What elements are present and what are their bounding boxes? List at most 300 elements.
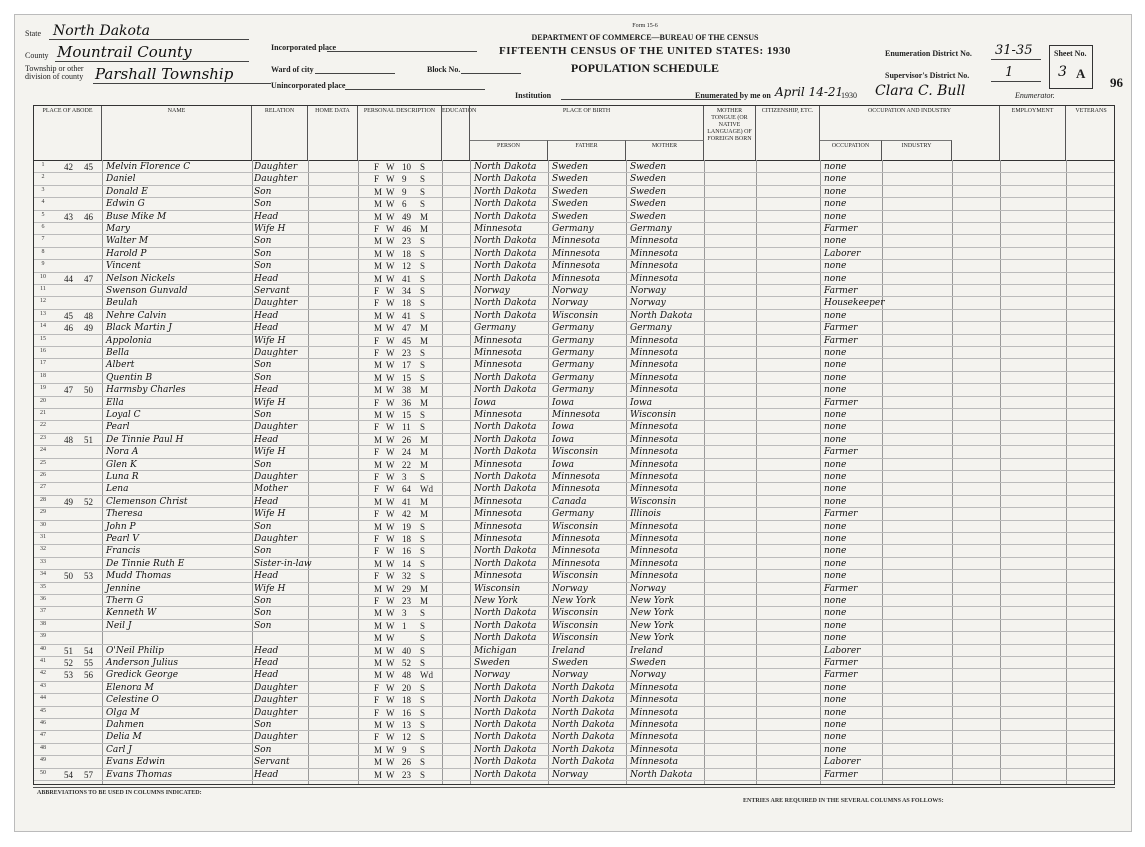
- row-n: 14: [40, 323, 46, 330]
- row-fb: Minnesota: [552, 273, 601, 284]
- row-bp: North Dakota: [474, 186, 537, 197]
- row-sex: F: [374, 298, 380, 309]
- table-row: [34, 260, 1114, 272]
- row-occ: none: [824, 162, 847, 172]
- row-occ: none: [824, 521, 847, 532]
- row-mb: Minnesota: [630, 273, 679, 284]
- row-mb: Minnesota: [630, 472, 679, 482]
- row-bp: North Dakota: [474, 273, 537, 284]
- row-occ: none: [824, 211, 847, 222]
- row-bp: North Dakota: [474, 211, 537, 222]
- row-n: 13: [40, 310, 46, 317]
- row-sex: F: [374, 596, 380, 606]
- row-sex: F: [374, 447, 380, 458]
- row-race: W: [386, 583, 395, 594]
- row-bp: Minnesota: [474, 224, 523, 234]
- row-n: 28: [40, 496, 46, 503]
- row-n: 25: [40, 459, 46, 466]
- row-fb: Norway: [552, 670, 588, 681]
- row-rel: Daughter: [254, 732, 298, 743]
- row-race: W: [386, 571, 395, 582]
- row-bp: Minnesota: [474, 459, 523, 470]
- row-ms: S: [420, 174, 426, 185]
- row-mb: Minnesota: [630, 558, 679, 569]
- row-sex: M: [374, 273, 383, 284]
- col-mother-tongue: MOTHER TONGUE (OR NATIVE LANGUAGE) OF FOREIGN BORN: [704, 106, 756, 160]
- row-occ: none: [824, 385, 847, 396]
- enumerated-label: Enumerated by me on: [695, 91, 771, 100]
- row-bp: North Dakota: [474, 174, 537, 185]
- county-value: Mountrail County: [57, 43, 192, 61]
- row-name: Edwin G: [106, 199, 145, 210]
- row-age: 15: [402, 372, 411, 383]
- row-occ: none: [824, 273, 847, 284]
- table-row: [34, 682, 1114, 694]
- row-occ: none: [824, 571, 847, 582]
- col-employment: EMPLOYMENT: [1000, 106, 1066, 160]
- row-age: 6: [402, 199, 407, 210]
- row-age: 52: [402, 658, 411, 668]
- row-name: Pearl: [106, 422, 130, 433]
- row-ms: S: [420, 720, 426, 730]
- row-race: W: [386, 224, 395, 234]
- row-sex: M: [374, 410, 383, 420]
- row-n: 1: [41, 162, 45, 168]
- row-age: 3: [402, 608, 407, 619]
- row-n: 12: [40, 298, 46, 305]
- table-row: [34, 533, 1114, 545]
- row-mb: Wisconsin: [630, 410, 677, 420]
- table-row: [34, 595, 1114, 607]
- row-race: W: [386, 447, 395, 458]
- row-dw: 45: [64, 310, 73, 321]
- row-bp: North Dakota: [474, 372, 537, 383]
- row-rel: Son: [254, 261, 272, 272]
- row-race: W: [386, 509, 395, 520]
- row-sex: F: [374, 509, 380, 520]
- row-race: W: [386, 286, 395, 296]
- row-name: Nelson Nickels: [106, 273, 175, 284]
- population-table: [33, 105, 1115, 785]
- row-ms: S: [420, 707, 426, 718]
- row-rel: Son: [254, 199, 272, 210]
- row-n: 21: [40, 410, 46, 416]
- table-row: [34, 558, 1114, 570]
- table-row: [34, 359, 1114, 371]
- township-value: Parshall Township: [95, 65, 234, 83]
- col-personal: PERSONAL DESCRIPTION: [358, 106, 442, 160]
- row-rel: Daughter: [254, 682, 298, 693]
- row-name: Theresa: [106, 509, 143, 520]
- row-age: 23: [402, 236, 411, 247]
- row-fam: 50: [84, 385, 93, 396]
- row-sex: M: [374, 658, 383, 668]
- row-n: 20: [40, 397, 46, 404]
- row-n: 49: [40, 757, 46, 764]
- county-label: County: [25, 51, 49, 60]
- row-n: 8: [41, 248, 45, 255]
- row-race: W: [386, 769, 395, 780]
- row-rel: Daughter: [254, 707, 298, 718]
- row-bp: North Dakota: [474, 608, 537, 619]
- row-occ: Farmer: [824, 397, 858, 408]
- table-row: [34, 384, 1114, 396]
- col-industry: INDUSTRY: [882, 140, 952, 160]
- row-occ: Farmer: [824, 224, 858, 234]
- row-age: 16: [402, 546, 411, 557]
- row-mb: Sweden: [630, 186, 667, 197]
- row-n: 3: [41, 186, 45, 193]
- row-race: W: [386, 695, 395, 706]
- row-bp: North Dakota: [474, 472, 537, 482]
- row-fb: Germany: [552, 372, 594, 383]
- row-mb: Minnesota: [630, 335, 679, 346]
- row-name: Evans Thomas: [106, 769, 173, 780]
- row-dw: 43: [64, 211, 73, 222]
- row-fb: Germany: [552, 335, 594, 346]
- row-fb: Minnesota: [552, 236, 601, 247]
- table-row: [34, 459, 1114, 471]
- col-birthplace: PLACE OF BIRTH: [470, 106, 704, 160]
- row-mb: Minnesota: [630, 534, 679, 544]
- row-sex: F: [374, 472, 380, 482]
- row-dw: 52: [64, 658, 73, 668]
- dept-heading: DEPARTMENT OF COMMERCE—BUREAU OF THE CENSUS: [531, 33, 759, 42]
- row-age: 23: [402, 596, 411, 606]
- row-fb: Minnesota: [552, 410, 601, 420]
- row-rel: Servant: [254, 286, 290, 296]
- row-name: O'Neil Philip: [106, 645, 164, 656]
- row-n: 18: [40, 372, 46, 379]
- row-sex: M: [374, 620, 383, 631]
- supervisor-value: 1: [1005, 65, 1014, 80]
- row-age: 14: [402, 558, 411, 569]
- row-rel: Head: [254, 385, 279, 396]
- row-race: W: [386, 397, 395, 408]
- row-fb: Minnesota: [552, 472, 601, 482]
- row-fb: Sweden: [552, 174, 589, 185]
- row-occ: none: [824, 261, 847, 272]
- row-age: 13: [402, 720, 411, 730]
- row-rel: Son: [254, 410, 272, 420]
- table-row: [34, 434, 1114, 446]
- row-n: 17: [40, 360, 46, 367]
- row-age: 41: [402, 496, 411, 507]
- col-person: PERSON: [470, 140, 548, 160]
- row-name: Vincent: [106, 261, 141, 272]
- row-bp: North Dakota: [474, 732, 537, 743]
- footer-notes: [33, 787, 1115, 827]
- row-bp: North Dakota: [474, 720, 537, 730]
- row-rel: Son: [254, 744, 272, 755]
- row-occ: none: [824, 633, 847, 644]
- row-rel: Son: [254, 186, 272, 197]
- row-n: 16: [40, 348, 46, 354]
- row-sex: M: [374, 310, 383, 321]
- row-mb: North Dakota: [630, 769, 693, 780]
- row-n: 9: [41, 261, 45, 268]
- row-ms: M: [420, 323, 429, 334]
- table-row: [34, 521, 1114, 533]
- table-row: [34, 483, 1114, 495]
- col-citizenship: CITIZENSHIP, ETC.: [756, 106, 820, 160]
- row-ms: S: [420, 608, 426, 619]
- row-age: 9: [402, 174, 407, 185]
- col-relation: RELATION: [252, 106, 308, 160]
- row-occ: none: [824, 360, 847, 371]
- row-mb: Sweden: [630, 199, 667, 210]
- row-occ: none: [824, 720, 847, 730]
- row-race: W: [386, 596, 395, 606]
- row-mb: Sweden: [630, 658, 667, 668]
- row-name: Delia M: [106, 732, 142, 743]
- row-mb: Minnesota: [630, 360, 679, 371]
- row-bp: Minnesota: [474, 348, 523, 358]
- table-row: [34, 322, 1114, 334]
- row-mb: Minnesota: [630, 682, 679, 693]
- row-occ: none: [824, 459, 847, 470]
- row-ms: M: [420, 447, 429, 458]
- row-rel: Son: [254, 620, 272, 631]
- row-rel: Son: [254, 596, 272, 606]
- table-row: [34, 223, 1114, 235]
- row-mb: Minnesota: [630, 695, 679, 706]
- table-row: [34, 409, 1114, 421]
- row-bp: Sweden: [474, 658, 511, 668]
- row-rel: Son: [254, 521, 272, 532]
- row-bp: North Dakota: [474, 236, 537, 247]
- row-rel: Daughter: [254, 534, 298, 544]
- table-row: [34, 694, 1114, 706]
- row-rel: Son: [254, 608, 272, 619]
- row-name: Harmsby Charles: [106, 385, 186, 396]
- row-rel: Son: [254, 546, 272, 557]
- row-ms: M: [420, 397, 429, 408]
- row-race: W: [386, 546, 395, 557]
- incorporated-label: Incorporated place: [271, 43, 337, 52]
- row-fb: Canada: [552, 496, 587, 507]
- row-fb: Sweden: [552, 658, 589, 668]
- ward-label: Ward of city: [271, 65, 314, 74]
- row-age: 19: [402, 521, 411, 532]
- row-name: Gredick George: [106, 670, 179, 681]
- row-name: Nora A: [106, 447, 139, 458]
- row-fam: 48: [84, 310, 93, 321]
- row-sex: M: [374, 236, 383, 247]
- row-dw: 50: [64, 571, 73, 582]
- row-occ: none: [824, 310, 847, 321]
- row-rel: Head: [254, 273, 279, 284]
- row-fam: 46: [84, 211, 93, 222]
- row-rel: Wife H: [254, 335, 286, 346]
- row-occ: Farmer: [824, 335, 858, 346]
- row-ms: S: [420, 199, 426, 210]
- row-fam: 56: [84, 670, 93, 681]
- row-fb: Iowa: [552, 459, 575, 470]
- row-occ: none: [824, 496, 847, 507]
- table-row: [34, 756, 1114, 768]
- row-mb: North Dakota: [630, 310, 693, 321]
- row-n: 11: [40, 286, 46, 292]
- row-ms: S: [420, 472, 426, 482]
- row-occ: none: [824, 186, 847, 197]
- row-occ: Laborer: [824, 757, 861, 768]
- row-name: Francis: [106, 546, 141, 557]
- row-age: 18: [402, 695, 411, 706]
- row-n: 48: [40, 744, 46, 751]
- row-occ: none: [824, 744, 847, 755]
- row-race: W: [386, 558, 395, 569]
- row-name: Buse Mike M: [106, 211, 167, 222]
- row-sex: M: [374, 769, 383, 780]
- row-age: 23: [402, 348, 411, 358]
- row-race: W: [386, 360, 395, 371]
- township-label: Township or other division of county: [25, 64, 84, 81]
- row-fam: 51: [84, 434, 93, 445]
- table-row: [34, 583, 1114, 595]
- row-ms: M: [420, 596, 429, 606]
- row-sex: M: [374, 199, 383, 210]
- state-label: State: [25, 29, 41, 38]
- row-age: 9: [402, 186, 407, 197]
- table-row: [34, 347, 1114, 359]
- row-age: 64: [402, 484, 411, 495]
- row-mb: Sweden: [630, 211, 667, 222]
- row-dw: 51: [64, 645, 73, 656]
- table-row: [34, 657, 1114, 669]
- row-age: 32: [402, 571, 411, 582]
- row-fb: North Dakota: [552, 732, 615, 743]
- row-n: 10: [40, 273, 46, 280]
- row-mb: Wisconsin: [630, 496, 677, 507]
- row-n: 46: [40, 720, 46, 726]
- row-occ: Farmer: [824, 509, 858, 520]
- row-sex: F: [374, 695, 380, 706]
- row-age: 48: [402, 670, 411, 681]
- row-sex: M: [374, 757, 383, 768]
- row-n: 33: [40, 558, 46, 565]
- row-bp: North Dakota: [474, 695, 537, 706]
- row-occ: Housekeeper: [824, 298, 885, 309]
- row-fb: Minnesota: [552, 261, 601, 272]
- row-name: Olga M: [106, 707, 140, 718]
- row-mb: Minnesota: [630, 459, 679, 470]
- row-occ: none: [824, 682, 847, 693]
- row-occ: Farmer: [824, 286, 858, 296]
- row-bp: North Dakota: [474, 422, 537, 433]
- row-mb: Minnesota: [630, 732, 679, 743]
- table-row: [34, 607, 1114, 619]
- row-n: 22: [40, 422, 46, 429]
- row-dw: 49: [64, 496, 73, 507]
- row-bp: North Dakota: [474, 546, 537, 557]
- row-occ: Farmer: [824, 658, 858, 668]
- row-age: 49: [402, 211, 411, 222]
- row-bp: Minnesota: [474, 521, 523, 532]
- row-occ: none: [824, 707, 847, 718]
- row-race: W: [386, 211, 395, 222]
- row-fam: 52: [84, 496, 93, 507]
- row-mb: Minnesota: [630, 248, 679, 259]
- row-mb: New York: [630, 596, 675, 606]
- row-ms: M: [420, 224, 429, 234]
- row-n: 30: [40, 521, 46, 528]
- row-fb: Minnesota: [552, 534, 601, 544]
- row-mb: New York: [630, 620, 675, 631]
- row-rel: Servant: [254, 757, 290, 768]
- row-race: W: [386, 682, 395, 693]
- row-race: W: [386, 459, 395, 470]
- row-age: 41: [402, 310, 411, 321]
- row-fb: Wisconsin: [552, 310, 599, 321]
- table-row: [34, 273, 1114, 285]
- supervisor-label: Supervisor's District No.: [885, 71, 970, 80]
- row-name: Black Martin J: [106, 323, 172, 334]
- row-ms: M: [420, 385, 429, 396]
- enumerator-label: Enumerator.: [1015, 91, 1055, 100]
- row-sex: F: [374, 484, 380, 495]
- sheet-number: 3: [1058, 64, 1067, 80]
- row-mb: Minnesota: [630, 434, 679, 445]
- row-sex: F: [374, 397, 380, 408]
- row-rel: Mother: [254, 484, 288, 495]
- table-row: [34, 719, 1114, 731]
- table-row: [34, 285, 1114, 297]
- row-n: 42: [40, 670, 46, 677]
- row-name: Dahmen: [106, 720, 145, 730]
- row-sex: M: [374, 744, 383, 755]
- row-race: W: [386, 732, 395, 743]
- row-fb: North Dakota: [552, 757, 615, 768]
- row-ms: S: [420, 348, 426, 358]
- row-ms: S: [420, 360, 426, 371]
- row-fb: Wisconsin: [552, 447, 599, 458]
- row-rel: Daughter: [254, 695, 298, 706]
- row-ms: S: [420, 658, 426, 668]
- row-race: W: [386, 298, 395, 309]
- row-ms: M: [420, 509, 429, 520]
- row-rel: Wife H: [254, 447, 286, 458]
- enumerator-name: Clara C. Bull: [875, 83, 966, 99]
- row-rel: Wife H: [254, 509, 286, 520]
- row-occ: Laborer: [824, 645, 861, 656]
- row-age: 22: [402, 459, 411, 470]
- row-fb: Minnesota: [552, 248, 601, 259]
- row-dw: 54: [64, 769, 73, 780]
- row-fb: Wisconsin: [552, 633, 599, 644]
- row-race: W: [386, 707, 395, 718]
- row-occ: none: [824, 732, 847, 743]
- row-ms: S: [420, 732, 426, 743]
- row-sex: M: [374, 385, 383, 396]
- row-name: Loyal C: [106, 410, 141, 420]
- row-name: Ella: [106, 397, 124, 408]
- row-mb: Minnesota: [630, 484, 679, 495]
- row-occ: none: [824, 434, 847, 445]
- row-mb: Sweden: [630, 174, 667, 185]
- row-name: Harold P: [106, 248, 147, 259]
- row-fb: Iowa: [552, 422, 575, 433]
- row-name: Anderson Julius: [106, 658, 178, 668]
- row-ms: S: [420, 521, 426, 532]
- row-mb: Iowa: [630, 397, 653, 408]
- row-ms: S: [420, 633, 426, 644]
- row-fam: 49: [84, 323, 93, 334]
- row-mb: Minnesota: [630, 348, 679, 358]
- row-rel: Wife H: [254, 224, 286, 234]
- row-n: 36: [40, 596, 46, 602]
- row-name: Albert: [106, 360, 135, 371]
